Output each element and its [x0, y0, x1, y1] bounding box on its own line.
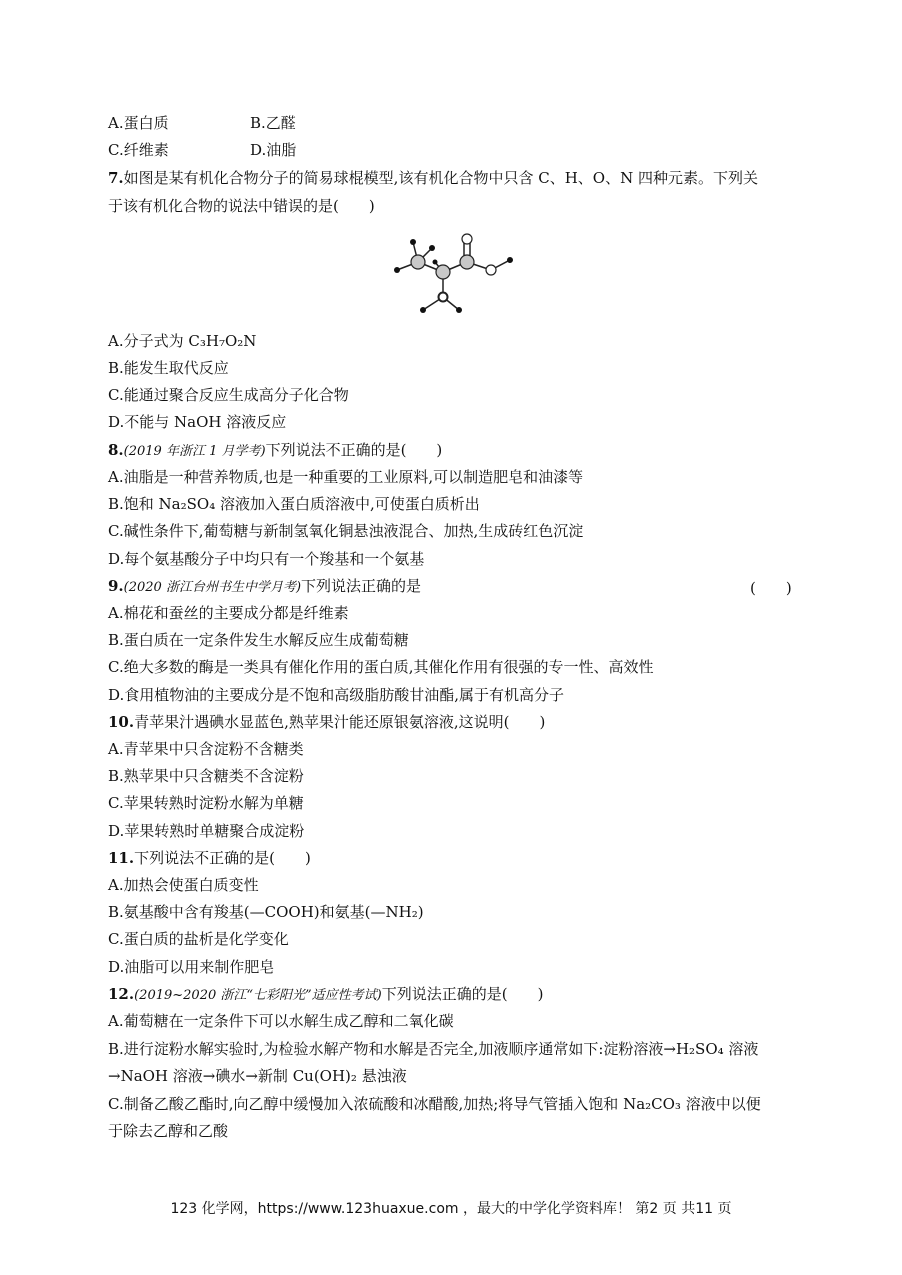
carbon-atom-3: [460, 255, 474, 269]
q9-source: (2020 浙江台州书生中学月考): [123, 580, 302, 595]
q12-source: (2019~2020 浙江“七彩阳光”适应性考试): [134, 988, 382, 1003]
q10-option-c: C.苹果转熟时淀粉水解为单糖: [108, 794, 304, 812]
q11-number: 11.: [108, 849, 135, 867]
nitrogen-atom: [439, 293, 448, 302]
q8-option-a: A.油脂是一种营养物质,也是一种重要的工业原料,可以制造肥皂和油漆等: [108, 468, 584, 486]
q6-option-a: A.蛋白质: [108, 114, 169, 132]
q12-option-a: A.葡萄糖在一定条件下可以水解生成乙醇和二氧化碳: [108, 1012, 454, 1030]
q6-option-d: D.油脂: [250, 141, 297, 159]
q9-option-d: D.食用植物油的主要成分是不饱和高级脂肪酸甘油酯,属于有机高分子: [108, 686, 565, 704]
q12-number: 12.: [108, 985, 135, 1003]
q9-answer-paren: ( ): [750, 579, 792, 597]
q6-option-b: B.乙醛: [250, 114, 296, 132]
q11-option-b: B.氨基酸中含有羧基(—COOH)和氨基(—NH₂): [108, 903, 424, 921]
q10-number: 10.: [108, 713, 135, 731]
q10-option-a: A.青苹果中只含淀粉不含糖类: [108, 740, 304, 758]
q12-option-c-line2: 于除去乙醇和乙酸: [108, 1122, 229, 1140]
carbon-atom-1: [411, 255, 425, 269]
q7-stem-line2: 于该有机化合物的说法中错误的是( ): [108, 197, 375, 215]
q8-source: (2019 年浙江 1 月学考): [123, 444, 266, 459]
q9-option-b: B.蛋白质在一定条件发生水解反应生成葡萄糖: [108, 631, 409, 649]
q7-option-d: D.不能与 NaOH 溶液反应: [108, 413, 287, 431]
q7-option-b: B.能发生取代反应: [108, 359, 229, 377]
q9-option-a: A.棉花和蚕丝的主要成分都是纤维素: [108, 604, 349, 622]
q7-option-c: C.能通过聚合反应生成高分子化合物: [108, 386, 349, 404]
q9-option-c: C.绝大多数的酶是一类具有催化作用的蛋白质,其催化作用有很强的专一性、高效性: [108, 658, 654, 676]
q11-stem: 11.下列说法不正确的是( ): [108, 849, 311, 867]
q12-option-c-line1: C.制备乙酸乙酯时,向乙醇中缓慢加入浓硫酸和冰醋酸,加热;将导气管插入饱和 Na₂CO₃ 溶液中以便: [108, 1095, 761, 1113]
q9-number: 9.: [108, 577, 124, 595]
q11-option-a: A.加热会使蛋白质变性: [108, 876, 259, 894]
q6-option-c: C.纤维素: [108, 141, 169, 159]
q7-number: 7.: [108, 169, 124, 187]
oxygen-atom-2: [486, 265, 496, 275]
q11-option-c: C.蛋白质的盐析是化学变化: [108, 930, 289, 948]
q7-option-a: A.分子式为 C₃H₇O₂N: [108, 332, 257, 350]
oxygen-atom-1: [462, 234, 472, 244]
ball-and-stick-model: [385, 230, 520, 315]
q8-option-d: D.每个氨基酸分子中均只有一个羧基和一个氨基: [108, 550, 425, 568]
q8-stem: 8.(2019 年浙江 1 月学考)下列说法不正确的是( ): [108, 441, 443, 459]
q9-stem: 9.(2020 浙江台州书生中学月考)下列说法正确的是: [108, 577, 422, 595]
carbon-atom-2: [436, 265, 450, 279]
page-footer: 123 化学网，https://www.123huaxue.com ，最大的中学化学资料库！ 第2 页 共11 页: [170, 1201, 732, 1217]
q8-option-b: B.饱和 Na₂SO₄ 溶液加入蛋白质溶液中,可使蛋白质析出: [108, 495, 480, 513]
q11-option-d: D.油脂可以用来制作肥皂: [108, 958, 275, 976]
q10-stem: 10.青苹果汁遇碘水显蓝色,熟苹果汁能还原银氨溶液,这说明( ): [108, 713, 546, 731]
q12-option-b-line1: B.进行淀粉水解实验时,为检验水解产物和水解是否完全,加液顺序通常如下:淀粉溶液→H₂SO₄ 溶液: [108, 1040, 759, 1058]
q10-option-b: B.熟苹果中只含糖类不含淀粉: [108, 767, 304, 785]
q8-number: 8.: [108, 441, 124, 459]
q12-option-b-line2: →NaOH 溶液→碘水→新制 Cu(OH)₂ 悬浊液: [108, 1067, 407, 1085]
q10-option-d: D.苹果转熟时单糖聚合成淀粉: [108, 822, 305, 840]
q12-stem: 12.(2019~2020 浙江“七彩阳光”适应性考试)下列说法正确的是( ): [108, 985, 544, 1003]
q7-stem-line1: 7.如图是某有机化合物分子的简易球棍模型,该有机化合物中只含 C、H、O、N 四种元素。下列关: [108, 169, 758, 187]
q8-option-c: C.碱性条件下,葡萄糖与新制氢氧化铜悬浊液混合、加热,生成砖红色沉淀: [108, 522, 584, 540]
